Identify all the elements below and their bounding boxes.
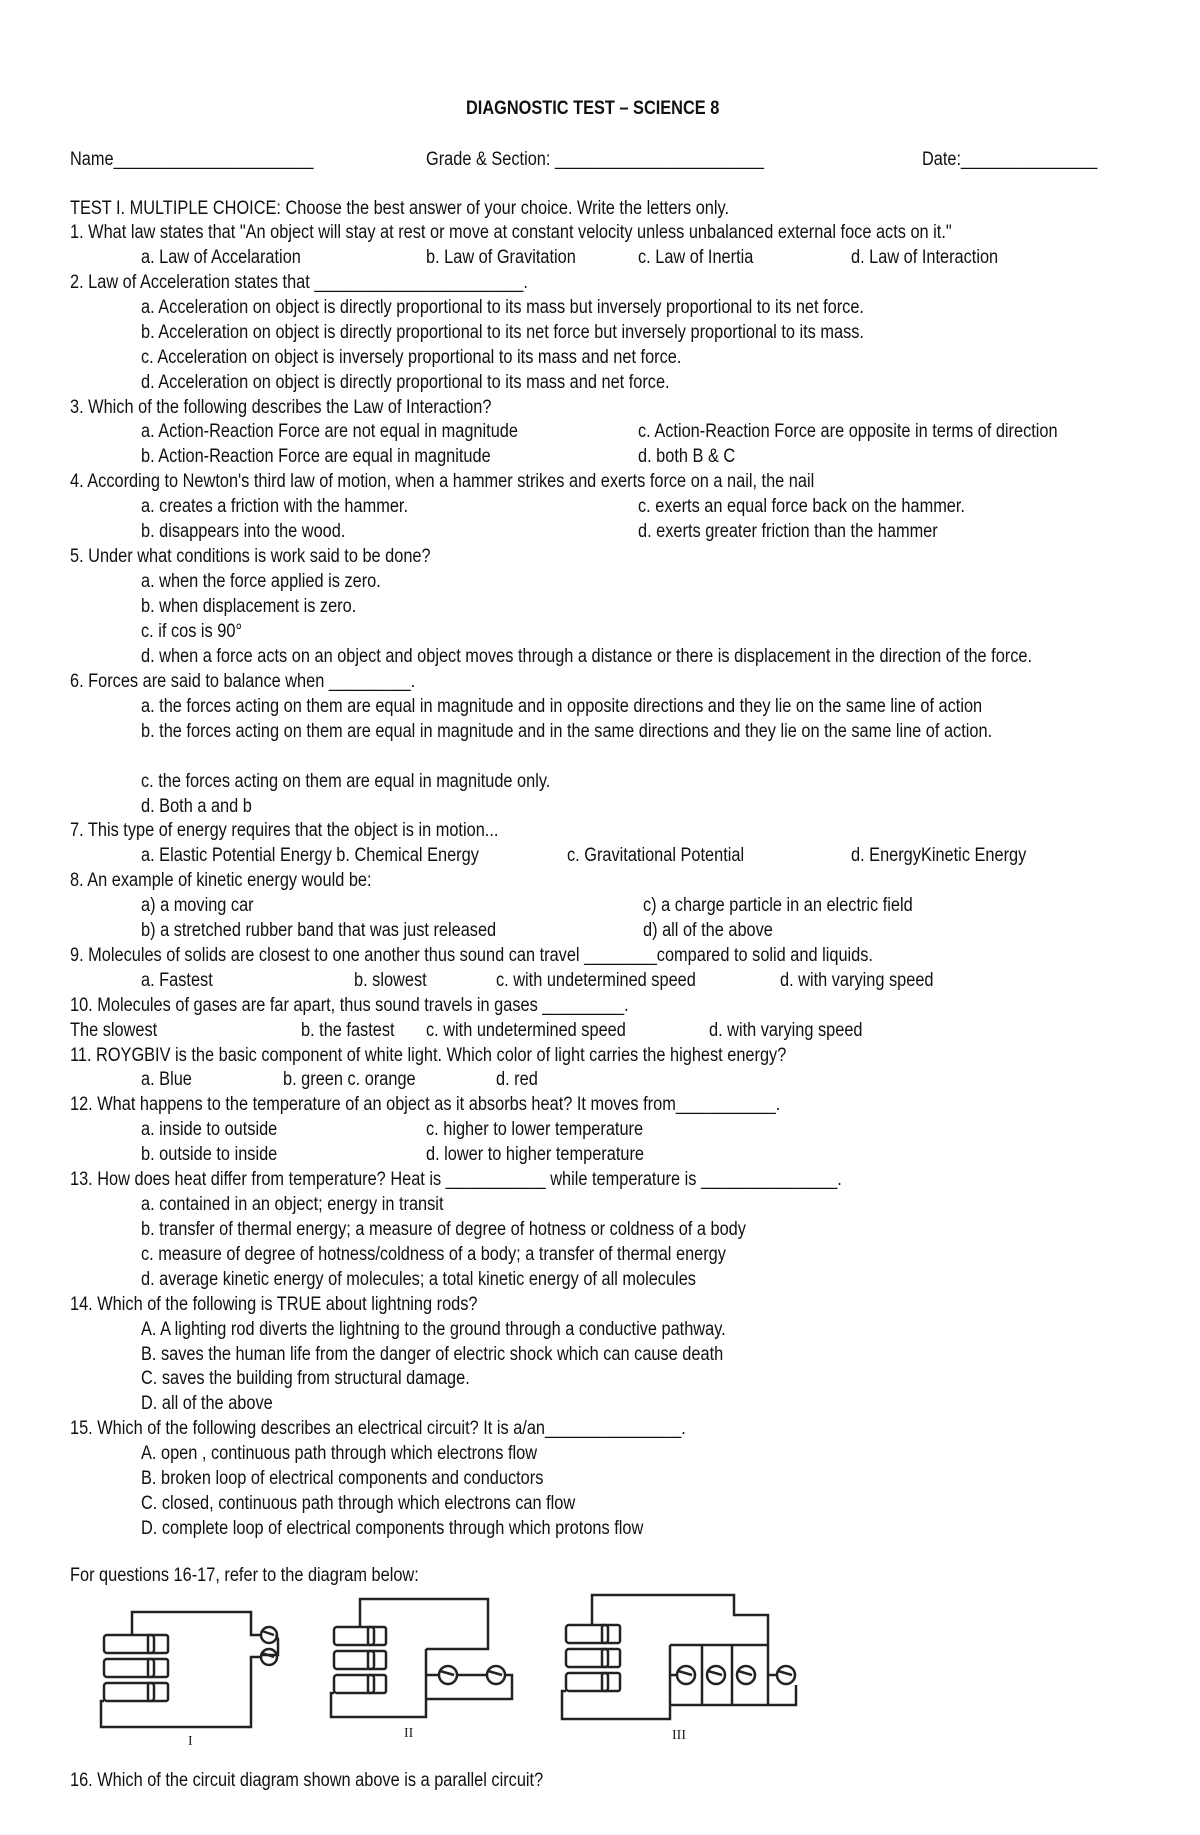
q8-option-c: c) a charge particle in an electric field (643, 895, 913, 916)
q6-option-a: a. the forces acting on them are equal in magnitude and in opposite directions and they lie on the same line of action (141, 696, 983, 717)
q9-option-b: b. slowest (354, 970, 427, 991)
q7-option-c: c. Gravitational Potential (567, 845, 745, 866)
q8-option-a: a) a moving car (141, 895, 254, 916)
question-4: 4. According to Newton's third law of motion, when a hammer strikes and exerts force on a nail, the nail (70, 471, 815, 492)
q5-option-d: d. when a force acts on an object and object moves through a distance or there is displacement in the direction of the force. (141, 646, 1033, 667)
question-2: 2. Law of Acceleration states that _______________________. (70, 272, 528, 293)
question-9: 9. Molecules of solids are closest to one another thus sound can travel ________compared to solid and liquids. (70, 945, 873, 966)
q12-option-c: c. higher to lower temperature (426, 1119, 644, 1140)
q4-option-a: a. creates a friction with the hammer. (141, 496, 409, 517)
q3-option-a: a. Action-Reaction Force are not equal in magnitude (141, 421, 518, 442)
q14-option-d: D. all of the above (141, 1393, 273, 1414)
q15-option-c: C. closed, continuous path through which electrons can flow (141, 1493, 576, 1514)
q10-option-b: b. the fastest (301, 1020, 395, 1041)
q9-option-a: a. Fastest (141, 970, 213, 991)
q3-option-b: b. Action-Reaction Force are equal in magnitude (141, 446, 491, 467)
q1-option-b: b. Law of Gravitation (426, 247, 576, 268)
circuit-diagram-1 (101, 1612, 278, 1727)
question-11: 11. ROYGBIV is the basic component of white light. Which color of light carries the highest energy? (70, 1045, 787, 1066)
question-15: 15. Which of the following describes an electrical circuit? It is a/an_______________. (70, 1418, 686, 1439)
q3-option-c: c. Action-Reaction Force are opposite in terms of direction (638, 421, 1058, 442)
q4-option-b: b. disappears into the wood. (141, 521, 346, 542)
grade-section-field: Grade & Section: _______________________ (426, 149, 764, 170)
q9-option-c: c. with undetermined speed (496, 970, 696, 991)
q9-option-d: d. with varying speed (780, 970, 934, 991)
q8-option-d: d) all of the above (643, 920, 773, 941)
q2-option-c: c. Acceleration on object is inversely proportional to its mass and net force. (141, 347, 682, 368)
q1-option-a: a. Law of Accelaration (141, 247, 301, 268)
question-10: 10. Molecules of gases are far apart, thus sound travels in gases _________. (70, 995, 629, 1016)
diagram-reference-note: For questions 16-17, refer to the diagram below: (70, 1565, 419, 1586)
question-1: 1. What law states that "An object will stay at rest or move at constant velocity unless unbalanced external foce acts on it." (70, 222, 952, 243)
q1-option-d: d. Law of Interaction (851, 247, 999, 268)
question-12: 12. What happens to the temperature of an object as it absorbs heat? It moves from___________. (70, 1094, 781, 1115)
q7-option-ab: a. Elastic Potential Energy b. Chemical Energy (141, 845, 479, 866)
q14-option-b: B. saves the human life from the danger of electric shock which can cause death (141, 1344, 724, 1365)
q6-option-c: c. the forces acting on them are equal in magnitude only. (141, 771, 551, 792)
q4-option-d: d. exerts greater friction than the hammer (638, 521, 938, 542)
q2-option-b: b. Acceleration on object is directly proportional to its net force but inversely proportional to its mass. (141, 322, 864, 343)
circuit-label-1: I (188, 1734, 193, 1747)
q6-option-b: b. the forces acting on them are equal in magnitude and in the same directions and they lie on the same line of action. (141, 721, 993, 742)
circuit-diagram-2 (331, 1599, 512, 1717)
q5-option-b: b. when displacement is zero. (141, 596, 357, 617)
q11-option-a: a. Blue (141, 1069, 192, 1090)
q11-option-bc: b. green c. orange (283, 1069, 416, 1090)
q12-option-a: a. inside to outside (141, 1119, 278, 1140)
question-13: 13. How does heat differ from temperature? Heat is ___________ while temperature is _______________. (70, 1169, 842, 1190)
q11-option-d: d. red (496, 1069, 538, 1090)
q5-option-a: a. when the force applied is zero. (141, 571, 381, 592)
q13-option-c: c. measure of degree of hotness/coldness of a body; a transfer of thermal energy (141, 1244, 726, 1265)
q10-option-a: The slowest (70, 1020, 158, 1041)
question-16: 16. Which of the circuit diagram shown above is a parallel circuit? (70, 1770, 544, 1791)
q10-option-c: c. with undetermined speed (426, 1020, 626, 1041)
q12-option-b: b. outside to inside (141, 1144, 278, 1165)
q2-option-d: d. Acceleration on object is directly proportional to its mass and net force. (141, 372, 670, 393)
q3-option-d: d. both B & C (638, 446, 736, 467)
q14-option-a: A. A lighting rod diverts the lightning to the ground through a conductive pathway. (141, 1319, 726, 1340)
date-field: Date:_______________ (922, 149, 1098, 170)
circuit-label-3: III (672, 1728, 686, 1743)
q8-option-b: b) a stretched rubber band that was just released (141, 920, 497, 941)
q14-option-c: C. saves the building from structural damage. (141, 1368, 470, 1389)
q15-option-a: A. open , continuous path through which electrons flow (141, 1443, 538, 1464)
q15-option-b: B. broken loop of electrical components and conductors (141, 1468, 544, 1489)
page-title: DIAGNOSTIC TEST – SCIENCE 8 (466, 98, 720, 119)
q13-option-b: b. transfer of thermal energy; a measure of degree of hotness or coldness of a body (141, 1219, 746, 1240)
q6-option-d: d. Both a and b (141, 796, 252, 817)
question-14: 14. Which of the following is TRUE about lightning rods? (70, 1294, 478, 1315)
question-8: 8. An example of kinetic energy would be: (70, 870, 372, 891)
q12-option-d: d. lower to higher temperature (426, 1144, 644, 1165)
circuit-diagram-3 (562, 1595, 796, 1719)
q7-option-d: d. EnergyKinetic Energy (851, 845, 1027, 866)
q1-option-c: c. Law of Inertia (638, 247, 754, 268)
name-field: Name______________________ (70, 149, 314, 170)
q15-option-d: D. complete loop of electrical components through which protons flow (141, 1518, 644, 1539)
q13-option-a: a. contained in an object; energy in transit (141, 1194, 444, 1215)
question-5: 5. Under what conditions is work said to be done? (70, 546, 431, 567)
q2-option-a: a. Acceleration on object is directly proportional to its mass but inversely proportional to its net force. (141, 297, 864, 318)
q5-option-c: c. if cos is 90° (141, 621, 242, 642)
q4-option-c: c. exerts an equal force back on the hammer. (638, 496, 965, 517)
circuit-diagrams (96, 1587, 876, 1747)
question-3: 3. Which of the following describes the Law of Interaction? (70, 397, 492, 418)
question-6: 6. Forces are said to balance when _________. (70, 671, 416, 692)
q13-option-d: d. average kinetic energy of molecules; a total kinetic energy of all molecules (141, 1269, 696, 1290)
test-instructions: TEST I. MULTIPLE CHOICE: Choose the best answer of your choice. Write the letters only. (70, 198, 730, 219)
q10-option-d: d. with varying speed (709, 1020, 863, 1041)
circuit-label-2: II (404, 1726, 414, 1741)
question-7: 7. This type of energy requires that the object is in motion... (70, 820, 499, 841)
